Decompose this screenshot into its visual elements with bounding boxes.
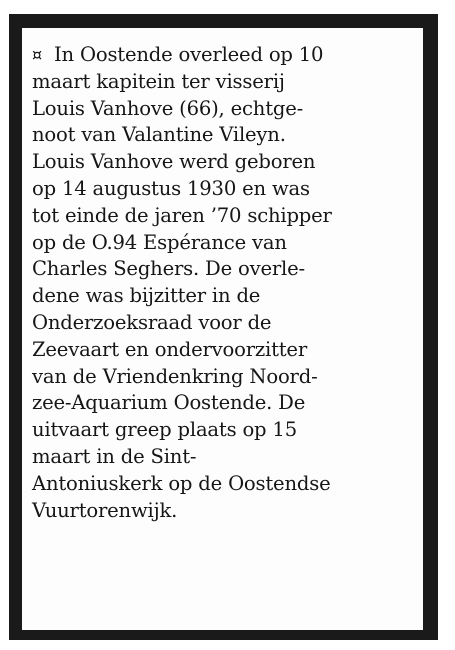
text-line: Antoniuskerk op de Oostendse: [32, 471, 331, 495]
clipping-panel: [22, 28, 423, 630]
text-line: Charles Seghers. De overle-: [32, 257, 305, 281]
text-line: op 14 augustus 1930 en was: [32, 176, 310, 200]
text-line: Onderzoeksraad voor de: [32, 310, 272, 334]
text-line: Vuurtorenwijk.: [32, 498, 178, 522]
text-line: op de O.94 Espérance van: [32, 230, 287, 254]
line-text: In Oostende overleed op 10: [54, 43, 324, 66]
text-line: van de Vriendenkring Noord-: [32, 364, 318, 388]
text-line: maart kapitein ter visserij: [32, 69, 285, 93]
text-line: Louis Vanhove werd geboren: [32, 150, 316, 174]
text-line: [32, 42, 424, 69]
text-line: dene was bijzitter in de: [32, 284, 261, 308]
obituary-text: [32, 42, 424, 524]
text-line: tot einde de jaren ’70 schipper: [32, 203, 332, 227]
text-line: noot van Valantine Vileyn.: [32, 123, 286, 147]
bullet-icon: ¤: [32, 45, 42, 64]
text-line: Louis Vanhove (66), echtge-: [32, 96, 304, 120]
text-line: maart in de Sint-: [32, 444, 197, 468]
text-line: zee-Aquarium Oostende. De: [32, 391, 306, 415]
text-line: uitvaart greep plaats op 15: [32, 418, 297, 442]
text-line: Zeevaart en ondervoorzitter: [32, 337, 307, 361]
